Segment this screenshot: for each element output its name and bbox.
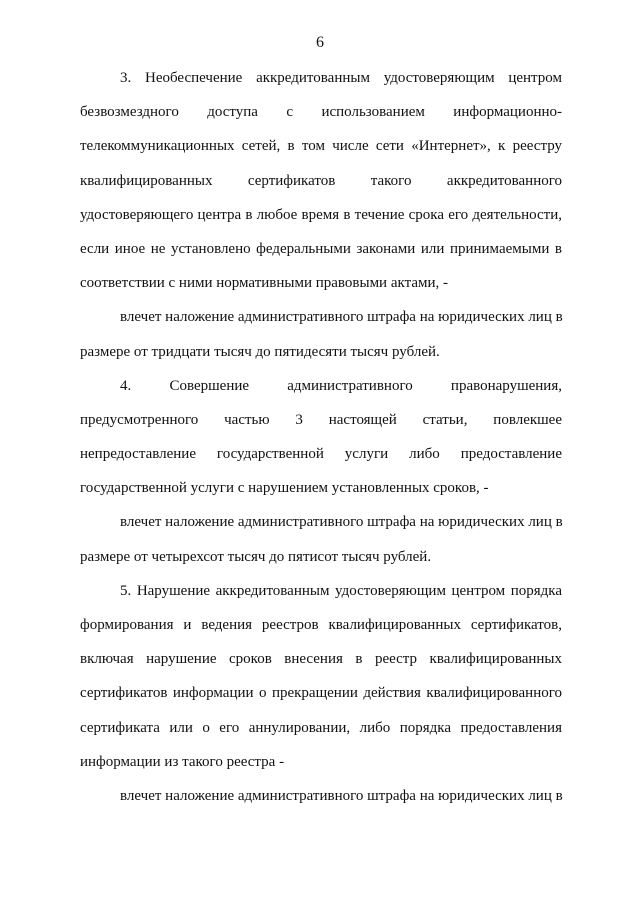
text-line: безвозмездного доступа с использованием информационно- xyxy=(80,104,562,121)
text-line: влечет наложение административного штрафа на юридических лиц в xyxy=(120,787,563,804)
text-line: 5. Нарушение аккредитованным удостоверяющим центром порядка xyxy=(120,582,562,599)
text-line: сертификата или о его аннулировании, либо порядка предоставления xyxy=(80,719,562,736)
text-line: формирования и ведения реестров квалифицированных сертификатов, xyxy=(80,617,562,633)
text-line: если иное не установлено федеральными законами или принимаемыми в xyxy=(80,240,562,257)
text-line: квалифицированных сертификатов такого аккредитованного xyxy=(80,172,562,189)
page-number: 6 xyxy=(316,34,324,51)
text-line: влечет наложение административного штрафа на юридических лиц в xyxy=(120,309,563,326)
text-line: информации из такого реестра - xyxy=(80,753,285,770)
text-line: размере от четырехсот тысяч до пятисот тысяч рублей. xyxy=(80,548,432,565)
text-line: размере от тридцати тысяч до пятидесяти тысяч рублей. xyxy=(80,343,440,360)
text-line: 4. Совершение административного правонарушения, xyxy=(120,377,562,394)
text-line: телекоммуникационных сетей, в том числе сети «Интернет», к реестру xyxy=(80,138,562,155)
text-line: государственной услуги с нарушением установленных сроков, - xyxy=(80,480,489,497)
text-line: влечет наложение административного штрафа на юридических лиц в xyxy=(120,514,563,531)
text-line: удостоверяющего центра в любое время в течение срока его деятельности, xyxy=(80,206,562,223)
text-line: 3. Необеспечение аккредитованным удостоверяющим центром xyxy=(120,70,562,86)
text-line: включая нарушение сроков внесения в реестр квалифицированных xyxy=(80,651,562,668)
text-line: сертификатов информации о прекращении действия квалифицированного xyxy=(80,685,562,702)
document-body xyxy=(80,63,562,815)
text-line: соответствии с ними нормативными правовыми актами, - xyxy=(80,275,448,292)
text-line: непредоставление государственной услуги либо предоставление xyxy=(80,446,562,463)
text-line: предусмотренного частью 3 настоящей статьи, повлекшее xyxy=(80,411,562,428)
